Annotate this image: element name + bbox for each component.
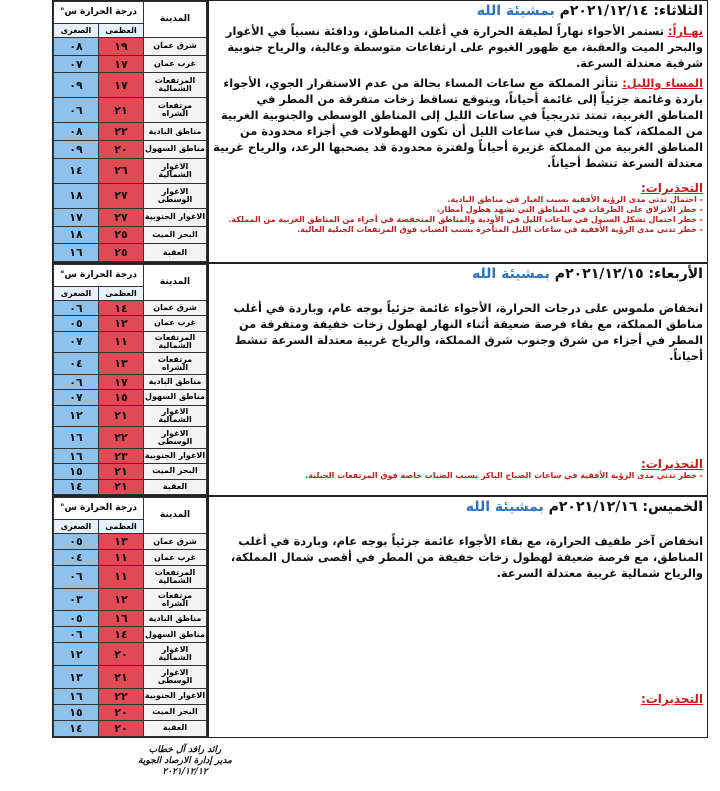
day-label: نهـاراً: [668,24,703,38]
temperature-table [53,264,209,495]
table-row [54,405,207,427]
signature-block [130,745,240,778]
table-row [54,375,207,390]
min-temp-cell: ٠٧ [54,55,99,73]
city-cell: مرتفعات الشراه [144,588,207,611]
warning-item: - خطر احتمال تشكل السيول في ساعات الليل في الأودية والمناطق المنخفضة في أجزاء من المناطق الغربية من المملكة. [228,215,703,224]
min-temp-cell: ٠٦ [54,375,99,390]
table-row [54,316,207,331]
city-cell: الاغوار الوسطى [144,183,207,208]
min-temp-cell: ٠٧ [54,331,99,353]
min-temp-cell: ١٦ [54,449,99,464]
table-row [54,331,207,353]
min-temp-cell: ٠٥ [54,316,99,331]
max-temp-cell: ١٢ [99,316,144,331]
warnings-title: التحذيرات: [640,692,703,706]
temperature-table [53,1,209,262]
max-temp-cell: ١٥ [99,390,144,405]
max-temp-cell: ١٩ [99,38,144,56]
day-forecast-wednesday [52,263,708,496]
min-temp-cell: ١٨ [54,226,99,244]
table-row [54,55,207,73]
table-row [54,566,207,589]
max-temp-cell: ١٤ [99,627,144,643]
forecast-text-block [213,497,703,737]
table-row [54,38,207,56]
city-cell: العقبة [144,479,207,494]
day-paragraph [213,23,703,71]
max-temp-cell: ٢١ [99,405,144,427]
forecast-paragraph: انخفاض ملموس على درجات الحرارة، الأجواء غائمة جزئياً بوجه عام، وباردة في أغلب مناطق المملكة، مع بقاء فرصة ضعيفة أثناء النهار لهطول زخات خفيفة ومتفرقة من المطر في أجزاء من شرق وجنوب شرق المملكة، والرياح غربية معتدلة السرعة تنشط أحياناً. [233,301,703,363]
table-row [54,244,207,262]
min-temp-cell: ٠٧ [54,390,99,405]
min-temp-cell: ١٣ [54,666,99,689]
night-text: تتأثر المملكة مع ساعات المساء بحالة من عدم الاستقرار الجوي، الأجواء باردة وغائمة جزئياً إلى غائمة أحياناً، ويتوقع تساقط زخات متفرقة من المطر في المناطق الغربية، تمتد تدريجياً في ساعات الليل إلى المناطق الوسطى والجنوبية الغربية من المملكة، كما ويحتمل في ساعات الليل أن تكون الهطولات في أجزاء محدودة من المناطق الغربية من المملكة غزيرة أحياناً ولفترة محدودة قد يصحبها الرعد، والرياح غربية معتدلة السرعة تنشط أحياناً. [213,76,703,170]
city-cell: العقبة [144,720,207,736]
city-cell: مناطق السهول [144,390,207,405]
city-cell: الاغوار الجنوبية [144,688,207,704]
date-header [213,266,703,282]
max-temp-cell: ٢٣ [99,449,144,464]
city-cell: مناطق البادية [144,611,207,627]
table-row [54,449,207,464]
city-header: المدينة [144,498,207,534]
city-cell: مناطق البادية [144,123,207,141]
city-cell: غرب عمان [144,550,207,566]
min-temp-cell: ٠٦ [54,98,99,123]
warnings-section [213,181,703,235]
min-temp-cell: ٠٥ [54,534,99,550]
min-temp-cell: ٠٦ [54,627,99,643]
city-header: المدينة [144,2,207,38]
temp-header: درجة الحرارة س° [54,265,144,287]
city-cell: المرتفعات الشمالية [144,73,207,98]
max-temp-cell: ١٦ [99,611,144,627]
city-cell: الاغوار الوسطى [144,427,207,449]
warnings-section [213,692,703,706]
max-temp-cell: ٢٢ [99,123,144,141]
min-temp-cell: ١٢ [54,643,99,666]
min-header: الصغرى [54,287,99,301]
signature-title: مدير إدارة الارصاد الجوية [138,756,232,766]
city-cell: الاغوار الجنوبية [144,208,207,226]
min-header: الصغرى [54,520,99,534]
min-header: الصغرى [54,24,99,38]
city-cell: مناطق السهول [144,141,207,159]
max-temp-cell: ١٧ [99,73,144,98]
day-text: تستمر الأجواء نهاراً لطيفة الحرارة في أغلب المناطق، ودافئة نسبياً في الأغوار والبحر الميت والعقبة، مع ظهور الغيوم على ارتفاعات متوسطة وعالية، والرياح جنوبية شرقية معتدلة السرعة. [225,24,703,70]
day-forecast-thursday [52,496,708,738]
max-temp-cell: ٢٦ [99,158,144,183]
date-header [213,3,703,19]
max-temp-cell: ٢٠ [99,720,144,736]
city-cell: المرتفعات الشمالية [144,331,207,353]
min-temp-cell: ٠٣ [54,588,99,611]
city-cell: غرب عمان [144,55,207,73]
min-temp-cell: ٠٥ [54,611,99,627]
table-row [54,141,207,159]
city-cell: مرتفعات الشراه [144,98,207,123]
city-cell: البحر الميت [144,704,207,720]
max-temp-cell: ١١ [99,331,144,353]
min-temp-cell: ٠٤ [54,550,99,566]
warnings-section [213,457,703,481]
city-cell: البحر الميت [144,464,207,479]
min-temp-cell: ١٧ [54,208,99,226]
table-row [54,611,207,627]
city-cell: غرب عمان [144,316,207,331]
table-row [54,98,207,123]
max-temp-cell: ٢٠ [99,141,144,159]
max-header: العظمى [99,287,144,301]
city-cell: الاغوار الشمالية [144,158,207,183]
table-row [54,643,207,666]
forecast-text-block [213,264,703,495]
table-row [54,704,207,720]
min-temp-cell: ١٦ [54,244,99,262]
forecast-text-block [213,1,703,262]
max-temp-cell: ٢٢ [99,688,144,704]
table-row [54,158,207,183]
city-header: المدينة [144,265,207,301]
max-temp-cell: ١٢ [99,588,144,611]
max-temp-cell: ١٣ [99,534,144,550]
min-temp-cell: ١٤ [54,720,99,736]
table-row [54,301,207,316]
table-row [54,353,207,375]
city-cell: شرق عمان [144,534,207,550]
day-forecast-tuesday [52,0,708,263]
table-row [54,123,207,141]
table-row [54,534,207,550]
min-temp-cell: ٠٦ [54,566,99,589]
warnings-title: التحذيرات: [640,457,703,471]
max-temp-cell: ١٧ [99,375,144,390]
min-temp-cell: ١٢ [54,405,99,427]
max-temp-cell: ٢١ [99,666,144,689]
min-temp-cell: ٠٨ [54,38,99,56]
min-temp-cell: ١٥ [54,704,99,720]
city-cell: مرتفعات الشراه [144,353,207,375]
max-header: العظمى [99,24,144,38]
max-temp-cell: ٢٧ [99,183,144,208]
min-temp-cell: ٠٩ [54,141,99,159]
date-label: الثلاثاء: ٢٠٢١/١٢/١٤م [559,3,703,19]
table-row [54,427,207,449]
city-cell: مناطق السهول [144,627,207,643]
max-temp-cell: ٢٥ [99,226,144,244]
warning-item: - خطر تدني مدى الرؤية الأفقية في ساعات الليل المتأخرة بسبب الضباب فوق المرتفعات الجبلية العالية. [297,225,703,234]
god-willing-label: بمشيئة الله [471,266,550,282]
min-temp-cell: ٠٤ [54,353,99,375]
min-temp-cell: ١٦ [54,688,99,704]
min-temp-cell: ٠٨ [54,123,99,141]
max-temp-cell: ٢٠ [99,643,144,666]
temperature-table [53,497,209,737]
table-row [54,550,207,566]
table-row [54,73,207,98]
table-row [54,666,207,689]
signature-name: رائد رافد آل خطاب [148,745,222,755]
max-temp-cell: ٢١ [99,98,144,123]
city-cell: الاغوار الشمالية [144,643,207,666]
city-cell: شرق عمان [144,301,207,316]
city-cell: المرتفعات الشمالية [144,566,207,589]
signature-date: ٢٠٢١/١٢/١٢ [162,767,208,777]
warnings-title: التحذيرات: [640,181,703,195]
min-temp-cell: ٠٦ [54,301,99,316]
night-label: المساء والليل: [622,76,703,90]
max-temp-cell: ٢٢ [99,427,144,449]
table-row [54,226,207,244]
max-temp-cell: ٢١ [99,479,144,494]
min-temp-cell: ١٦ [54,427,99,449]
god-willing-label: بمشيئة الله [465,499,544,515]
warning-item: - خطر الانزلاق على الطرقات في المناطق التي تشهد هطول أمطار. [436,205,703,214]
table-row [54,588,207,611]
max-temp-cell: ١٤ [99,301,144,316]
table-row [54,183,207,208]
max-temp-cell: ١٣ [99,353,144,375]
city-cell: البحر الميت [144,226,207,244]
max-temp-cell: ٢٥ [99,244,144,262]
city-cell: الاغوار الوسطى [144,666,207,689]
max-temp-cell: ٢٧ [99,208,144,226]
date-label: الخميس: ٢٠٢١/١٢/١٦م [548,499,703,515]
city-cell: شرق عمان [144,38,207,56]
max-temp-cell: ١١ [99,550,144,566]
min-temp-cell: ١٤ [54,479,99,494]
max-temp-cell: ٢٠ [99,704,144,720]
max-temp-cell: ١١ [99,566,144,589]
city-cell: العقبة [144,244,207,262]
date-label: الأربعاء: ٢٠٢١/١٢/١٥م [554,266,703,282]
city-cell: الاغوار الجنوبية [144,449,207,464]
god-willing-label: بمشيئة الله [476,3,555,19]
table-row [54,479,207,494]
city-cell: مناطق البادية [144,375,207,390]
date-header [213,499,703,515]
temp-header: درجة الحرارة س° [54,498,144,520]
max-temp-cell: ١٧ [99,55,144,73]
min-temp-cell: ١٥ [54,464,99,479]
table-row [54,720,207,736]
temp-header: درجة الحرارة س° [54,2,144,24]
warning-item: - احتمال تدني مدى الرؤية الأفقية بسبب الغبار في مناطق البادية. [447,195,703,204]
table-row [54,208,207,226]
max-header: العظمى [99,520,144,534]
table-row [54,390,207,405]
max-temp-cell: ٢١ [99,464,144,479]
min-temp-cell: ٠٩ [54,73,99,98]
forecast-paragraph: انخفاض آخر طفيف الحرارة، مع بقاء الأجواء غائمة جزئياً بوجه عام، وباردة في أغلب المناطق، مع فرصة ضعيفة لهطول زخات خفيفة من المطر في أقصى شمال المملكة، والرياح شمالية غربية معتدلة السرعة. [230,534,703,580]
table-row [54,464,207,479]
city-cell: الاغوار الشمالية [144,405,207,427]
warning-item: - خطر تدني مدى الرؤية الأفقية في ساعات الصباح الباكر بسبب الضباب خاصة فوق المرتفعات الجبلية. [305,471,703,480]
min-temp-cell: ١٤ [54,158,99,183]
table-row [54,688,207,704]
table-row [54,627,207,643]
night-paragraph [213,75,703,171]
min-temp-cell: ١٨ [54,183,99,208]
